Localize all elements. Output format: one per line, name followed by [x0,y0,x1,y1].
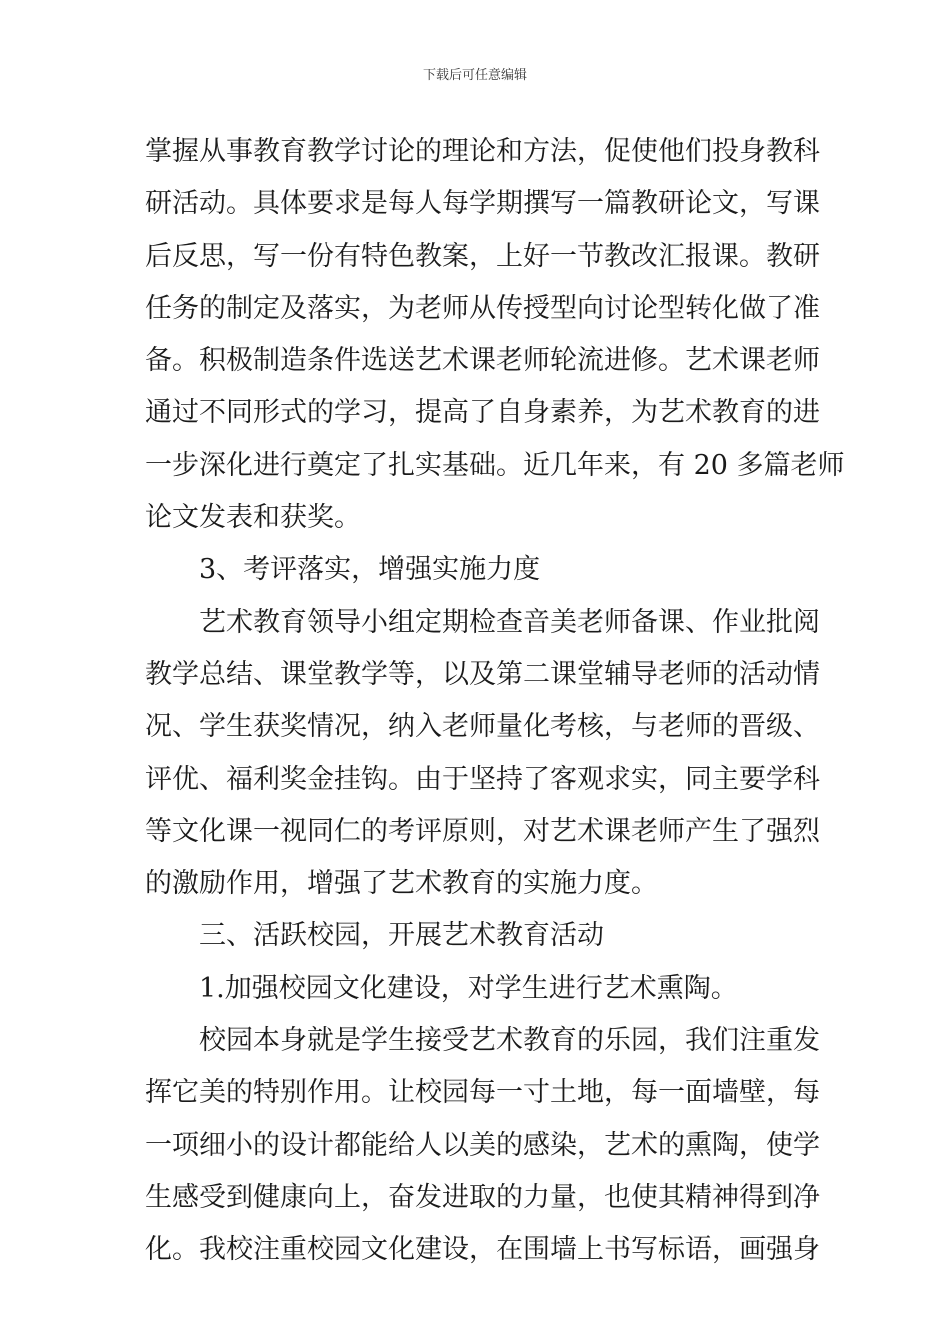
text-line-2: 研活动。具体要求是每人每学期撰写一篇教研论文，写课 [145,188,820,220]
text-line-6: 通过不同形式的学习，提高了自身素养，为艺术教育的进 [145,397,820,429]
text-line-21: 生感受到健康向上，奋发进取的力量，也使其精神得到净 [145,1181,820,1213]
text-line-5: 备。积极制造条件选送艺术课老师轮流进修。艺术课老师 [145,345,820,377]
text-line-19: 挥它美的特别作用。让校园每一寸土地，每一面墙壁，每 [145,1077,820,1109]
text-line-3: 后反思，写一份有特色教案，上好一节教改汇报课。教研 [145,240,820,272]
text-line-7: 一步深化进行奠定了扎实基础。近几年来，有 20 多篇老师 [145,449,845,481]
text-line-14: 等文化课一视同仁的考评原则，对艺术课老师产生了强烈 [145,815,820,847]
text-line-15: 的激励作用，增强了艺术教育的实施力度。 [145,868,658,900]
text-line-8: 论文发表和获奖。 [145,502,361,534]
text-line-11: 教学总结、课堂教学等，以及第二课堂辅导老师的活动情 [145,658,820,690]
text-line-18: 校园本身就是学生接受艺术教育的乐园，我们注重发 [199,1025,820,1057]
text-line-22: 化。我校注重校园文化建设，在围墙上书写标语，画强身 [145,1234,820,1266]
page-header: 下载后可任意编辑 [422,68,527,83]
section-heading-three: 三、活跃校园，开展艺术教育活动 [199,920,604,952]
text-line-20: 一项细小的设计都能给人以美的感染，艺术的熏陶，使学 [145,1129,820,1161]
document-body [145,126,845,1277]
text-line-1: 掌握从事教育教学讨论的理论和方法，促使他们投身教科 [145,136,820,167]
text-line-4: 任务的制定及落实，为老师从传授型向讨论型转化做了准 [145,292,820,324]
text-line-13: 评优、福利奖金挂钩。由于坚持了客观求实，同主要学科 [145,763,820,795]
subsection-heading-1: 1.加强校园文化建设，对学生进行艺术熏陶。 [199,972,738,1004]
text-line-12: 况、学生获奖情况，纳入老师量化考核，与老师的晋级、 [145,711,820,743]
section-heading-3: 3、考评落实，增强实施力度 [199,554,541,586]
text-line-10: 艺术教育领导小组定期检查音美老师备课、作业批阅 [199,606,820,638]
